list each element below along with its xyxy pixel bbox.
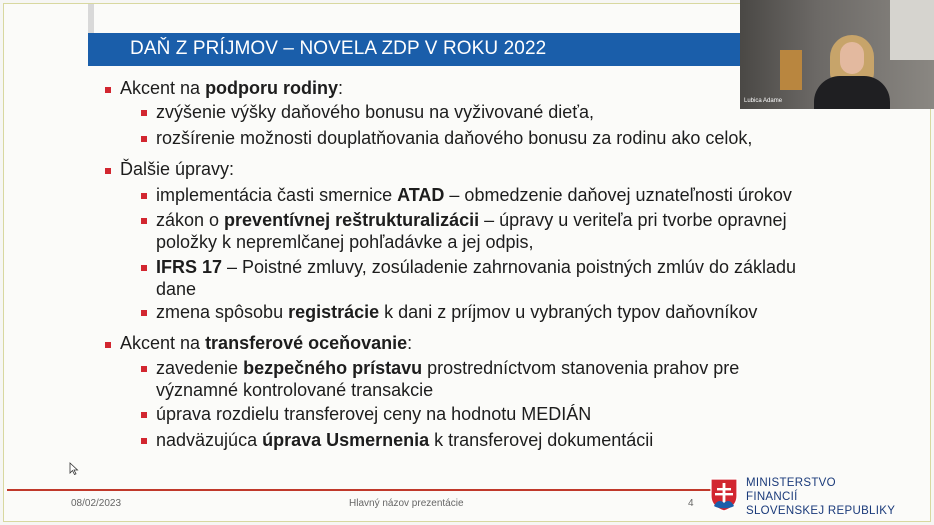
footer-date: 08/02/2023 bbox=[71, 498, 122, 509]
bullet-icon bbox=[141, 265, 147, 271]
list-item: zmena spôsobu registrácie k dani z príjmov u vybraných typov daňovníkov bbox=[156, 302, 758, 322]
bullet-icon bbox=[141, 438, 147, 444]
list-item: úprava rozdielu transferovej ceny na hodnotu MEDIÁN bbox=[156, 404, 592, 424]
participant-face bbox=[840, 42, 864, 74]
list-item: IFRS 17 – Poistné zmluvy, zosúladenie zahrnovania poistných zmlúv do základu bbox=[156, 257, 797, 277]
list-item: zvýšenie výšky daňového bonusu na vyživované dieťa, bbox=[156, 102, 595, 122]
list-item: nadväzujúca úprava Usmernenia k transferovej dokumentácii bbox=[156, 430, 654, 450]
page-number: 4 bbox=[688, 498, 694, 509]
participant-name: Lubica Adame bbox=[744, 98, 783, 104]
video-window bbox=[890, 0, 934, 60]
list-item-continuation: dane bbox=[156, 279, 197, 299]
slide-title: DAŇ Z PRÍJMOV – NOVELA ZDP V ROKU 2022 bbox=[130, 38, 547, 59]
bullet-icon bbox=[141, 193, 147, 199]
list-item-continuation: významné kontrolované transakcie bbox=[156, 380, 434, 400]
bullet-icon bbox=[141, 110, 147, 116]
ministry-line-1: MINISTERSTVO bbox=[746, 477, 836, 489]
list-item: zavedenie bezpečného prístavu prostredníctvom stanovenia prahov pre bbox=[156, 358, 740, 378]
ministry-line-2: FINANCIÍ bbox=[746, 491, 798, 503]
list-item-continuation: položky k nepremlčanej pohľadávke a jej odpis, bbox=[156, 232, 534, 252]
ministry-line-3: SLOVENSKEJ REPUBLIKY bbox=[746, 505, 896, 517]
bullet-icon bbox=[141, 366, 147, 372]
ministry-logo-text bbox=[746, 476, 895, 518]
bullet-icon bbox=[105, 342, 111, 348]
list-item: implementácia časti smernice ATAD – obmedzenie daňovej uznateľnosti úrokov bbox=[156, 185, 792, 205]
bullet-icon bbox=[105, 87, 111, 93]
bullet-icon bbox=[141, 218, 147, 224]
section-heading: Ďalšie úpravy: bbox=[120, 159, 235, 179]
section-heading: Akcent na transferové oceňovanie: bbox=[120, 333, 413, 353]
bullet-icon bbox=[141, 310, 147, 316]
bullet-icon bbox=[141, 136, 147, 142]
mouse-cursor-icon bbox=[69, 462, 79, 476]
footer-divider bbox=[7, 489, 737, 491]
participant-body bbox=[814, 76, 890, 109]
bullet-icon bbox=[105, 168, 111, 174]
video-shelf bbox=[780, 50, 802, 90]
slovak-coat-of-arms-icon bbox=[710, 478, 738, 512]
list-item: zákon o preventívnej reštrukturalizácii – úpravy u veriteľa pri tvorbe opravnej bbox=[156, 210, 787, 230]
section-heading: Akcent na podporu rodiny: bbox=[120, 78, 344, 98]
footer-presentation-name: Hlavný názov prezentácie bbox=[349, 498, 464, 509]
bullet-icon bbox=[141, 412, 147, 418]
list-item: rozšírenie možnosti douplatňovania daňového bonusu za rodinu ako celok, bbox=[156, 128, 753, 148]
participant-video-tile[interactable] bbox=[740, 0, 934, 109]
